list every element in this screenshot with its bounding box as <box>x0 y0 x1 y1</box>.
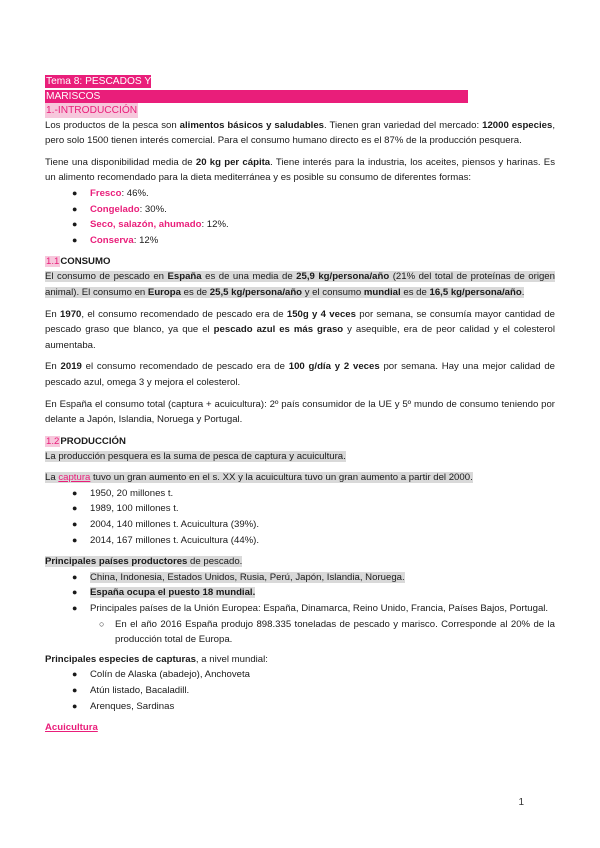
acuicultura-heading: Acuicultura <box>45 722 98 734</box>
consumption-forms-list <box>45 186 555 248</box>
list-item: ● Fresco: 46%. <box>45 186 555 202</box>
list-item: ● 1950, 20 millones t. <box>45 486 555 502</box>
species-paragraph: Principales especies de capturas, a nivel mundial: <box>45 653 268 665</box>
consumo-paragraph-2: En 1970, el consumo recomendado de pescado era de 150g y 4 veces por semana, se consumía mayor cantidad de pescado graso que blanco, ya que el pescado azul es más graso y asequible, era de peor calidad y el colesterol aumentaba. <box>45 308 555 351</box>
bullet-icon: ● <box>72 534 78 545</box>
bullet-icon: ● <box>72 587 78 598</box>
list-item: ● Arenques, Sardinas <box>45 699 555 715</box>
production-years-list <box>45 486 555 548</box>
document-content <box>45 74 555 736</box>
circle-bullet-icon: ○ <box>99 618 105 629</box>
list-item: ● Seco, salazón, ahumado: 12%. <box>45 217 555 233</box>
section-produccion-heading: 1.2PRODUCCIÓN <box>46 435 126 447</box>
list-item: ● España ocupa el puesto 18 mundial. <box>45 585 555 601</box>
list-item: ● 2004, 140 millones t. Acuicultura (39%). <box>45 517 555 533</box>
list-item: ● Principales países de la Unión Europea: España, Dinamarca, Reino Unido, Francia, Países Bajos, Portugal. <box>45 601 555 617</box>
list-item: ● 1989, 100 millones t. <box>45 501 555 517</box>
bullet-icon: ● <box>72 234 78 245</box>
title-line-1: Tema 8: PESCADOS Y <box>46 76 152 87</box>
bullet-icon: ● <box>72 571 78 582</box>
bullet-icon: ● <box>72 487 78 498</box>
list-item: ● Colín de Alaska (abadejo), Anchoveta <box>45 667 555 683</box>
bullet-icon: ● <box>72 219 78 230</box>
bullet-icon: ● <box>72 685 78 695</box>
bullet-icon: ● <box>72 603 78 614</box>
produccion-paragraph-2: La captura tuvo un gran aumento en el s. XX y la acuicultura tuvo un gran aumento a partir del 2000. <box>45 472 473 484</box>
section-intro-heading <box>45 103 555 118</box>
consumo-paragraph-3: En 2019 el consumo recomendado de pescado era de 100 g/día y 2 veces por semana. Hay una mejor calidad de pescado azul, omega 3 y mejora el colesterol. <box>45 361 556 388</box>
producer-countries-list <box>45 570 555 648</box>
intro-paragraph-1: Los productos de la pesca son alimentos básicos y saludables. Tienen gran variedad del mercado: 12000 especies, pero solo 1500 tienen interés comercial. Para el consumo humano directo es el 87% de la producción pesquera. <box>45 119 555 147</box>
bullet-icon: ● <box>72 503 78 514</box>
species-list <box>45 667 555 714</box>
consumo-paragraph-4: En España el consumo total (captura + acuicultura): 2º país consumidor de la UE y 5º mundo de consumo teniendo por delante a Japón, Islandia, Noruega y Portugal. <box>45 398 555 426</box>
countries-paragraph: Principales países productores de pescado. <box>45 556 243 568</box>
intro-paragraph-2: Tiene una disponibilidad media de 20 kg per cápita. Tiene interés para la industria, los aceites, piensos y harinas. Es un alimento recomendado para la dieta mediterránea y es posible su consumo de diferentes formas: <box>45 156 555 184</box>
list-item: ○ En el año 2016 España produjo 898.335 toneladas de pescado y marisco. Corresponde al 20% de la producción total de Europa. <box>99 618 555 646</box>
bullet-icon: ● <box>72 203 78 214</box>
section-consumo-heading: 1.1CONSUMO <box>46 256 111 268</box>
list-item: ● Congelado: 30%. <box>45 202 555 218</box>
page-number: 1 <box>518 797 524 808</box>
bullet-icon: ● <box>72 669 78 680</box>
list-item: ● Atún listado, Bacaladill. <box>45 683 555 699</box>
list-item: ● 2014, 167 millones t. Acuicultura (44%). <box>45 533 555 549</box>
list-item: ● China, Indonesia, Estados Unidos, Rusia, Perú, Japón, Islandia, Noruega. <box>45 570 555 586</box>
bullet-icon: ● <box>72 700 78 711</box>
title-line-2: MARISCOS <box>45 90 468 103</box>
bullet-icon: ● <box>72 519 78 530</box>
section-intro-label: 1.-INTRODUCCIÓN <box>46 104 138 116</box>
consumo-paragraph-1: El consumo de pescado en España es de una media de 25,9 kg/persona/año (21% del total de proteínas de origen animal). El consumo en Europa es de 25,5 kg/persona/año y el consumo mundial es de 16,5 kg/persona/año. <box>45 271 555 298</box>
produccion-paragraph-1: La producción pesquera es la suma de pesca de captura y acuicultura. <box>45 450 346 462</box>
bullet-icon: ● <box>72 187 78 198</box>
list-item: ● Conserva: 12% <box>45 233 555 249</box>
